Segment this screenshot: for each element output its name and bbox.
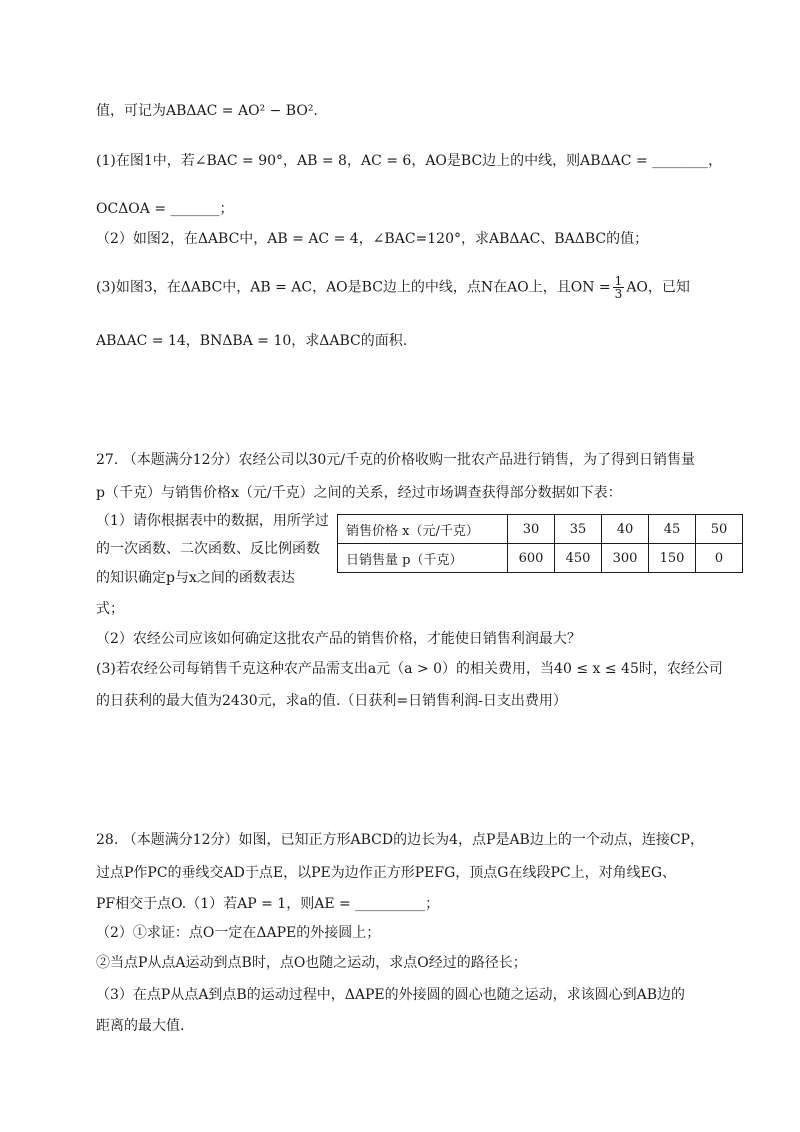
q27-part3-line-1: (3)若农经公司每销售千克这种农产品需支出a元（a > 0）的相关费用，当40 ≤ x ≤ 45时，农经公司: [96, 661, 723, 677]
q26-line-2: OCΔOA = _______；: [96, 201, 234, 217]
fraction-one-third: [613, 275, 625, 300]
q28-line-6: （3）在点P从点A到点B的运动过程中，ΔAPE的外接圆的圆心也随之运动，求该圆心到AB边的: [96, 987, 685, 1003]
q26-line-1: (1)在图1中，若∠BAC = 90°，AB = 8，AC = 6，AO是BC边上的中线，则ABΔAC = ________，: [96, 153, 723, 169]
q28-line-5: ②当点P从点A运动到点B时，点O也随之运动，求点O经过的路径长；: [96, 955, 527, 971]
table-cell: 150: [649, 544, 696, 573]
table-header-sales: 日销售量 p（千克）: [338, 544, 508, 573]
q28-line-3: PF相交于点O.（1）若AP = 1，则AE = __________；: [96, 896, 440, 912]
price-sales-table: [337, 514, 743, 573]
q26-line-4: [96, 275, 690, 300]
table-cell: 0: [696, 544, 743, 573]
q28-line-4: （2）①求证：点O一定在ΔAPE的外接圆上；: [96, 925, 381, 941]
q27-part2: （2）农经公司应该如何确定这批农产品的销售价格，才能使日销售利润最大？: [96, 631, 581, 647]
q27-part1-line-1: （1）请你根据表中的数据，用所学过: [96, 513, 329, 529]
q26-line-0: 值，可记为ABΔAC = AO² − BO².: [96, 103, 318, 119]
table-header-price: 销售价格 x（元/千克）: [338, 515, 508, 544]
q26-line-4b: AO，已知: [626, 279, 690, 296]
table-cell: 300: [602, 544, 649, 573]
table-cell: 40: [602, 515, 649, 544]
q26-line-5: ABΔAC = 14，BNΔBA = 10，求ΔABC的面积.: [96, 333, 408, 349]
q27-line-2: p（千克）与销售价格x（元/千克）之间的关系，经过市场调查获得部分数据如下表：: [96, 485, 622, 501]
q28-line-2: 过点P作PC的垂线交AD于点E，以PE为边作正方形PEFG，顶点G在线段PC上，对角线EG、: [96, 865, 677, 881]
table-cell: 45: [649, 515, 696, 544]
fraction-denominator: 3: [614, 287, 623, 301]
table-row-price: [338, 515, 743, 544]
q26-line-3: （2）如图2，在ΔABC中，AB = AC = 4，∠BAC=120°，求ABΔAC、BAΔBC的值；: [96, 231, 649, 247]
q28-line-7: 距离的最大值.: [96, 1018, 185, 1034]
q27-part3-line-2: 的日获利的最大值为2430元，求a的值.（日获利=日销售利润-日支出费用）: [96, 693, 567, 709]
table-cell: 30: [508, 515, 555, 544]
table-cell: 50: [696, 515, 743, 544]
fraction-numerator: 1: [614, 274, 623, 288]
q28-line-1: 28. （本题满分12分）如图，已知正方形ABCD的边长为4，点P是AB边上的一个动点，连接CP，: [96, 832, 704, 848]
q26-line-4a: (3)如图3，在ΔABC中，AB = AC，AO是BC边上的中线，点N在AO上，且ON =: [96, 279, 611, 296]
table-cell: 600: [508, 544, 555, 573]
q27-part1-line-2: 的一次函数、二次函数、反比例函数: [96, 541, 320, 557]
table-cell: 450: [555, 544, 602, 573]
table-row-sales: [338, 544, 743, 573]
table-cell: 35: [555, 515, 602, 544]
q27-part1-line-3: 的知识确定p与x之间的函数表达: [96, 570, 295, 586]
q27-part1-line-4: 式；: [96, 601, 124, 617]
q27-line-1: 27. （本题满分12分）农经公司以30元/千克的价格收购一批农产品进行销售，为了得到日销售量: [96, 452, 696, 468]
